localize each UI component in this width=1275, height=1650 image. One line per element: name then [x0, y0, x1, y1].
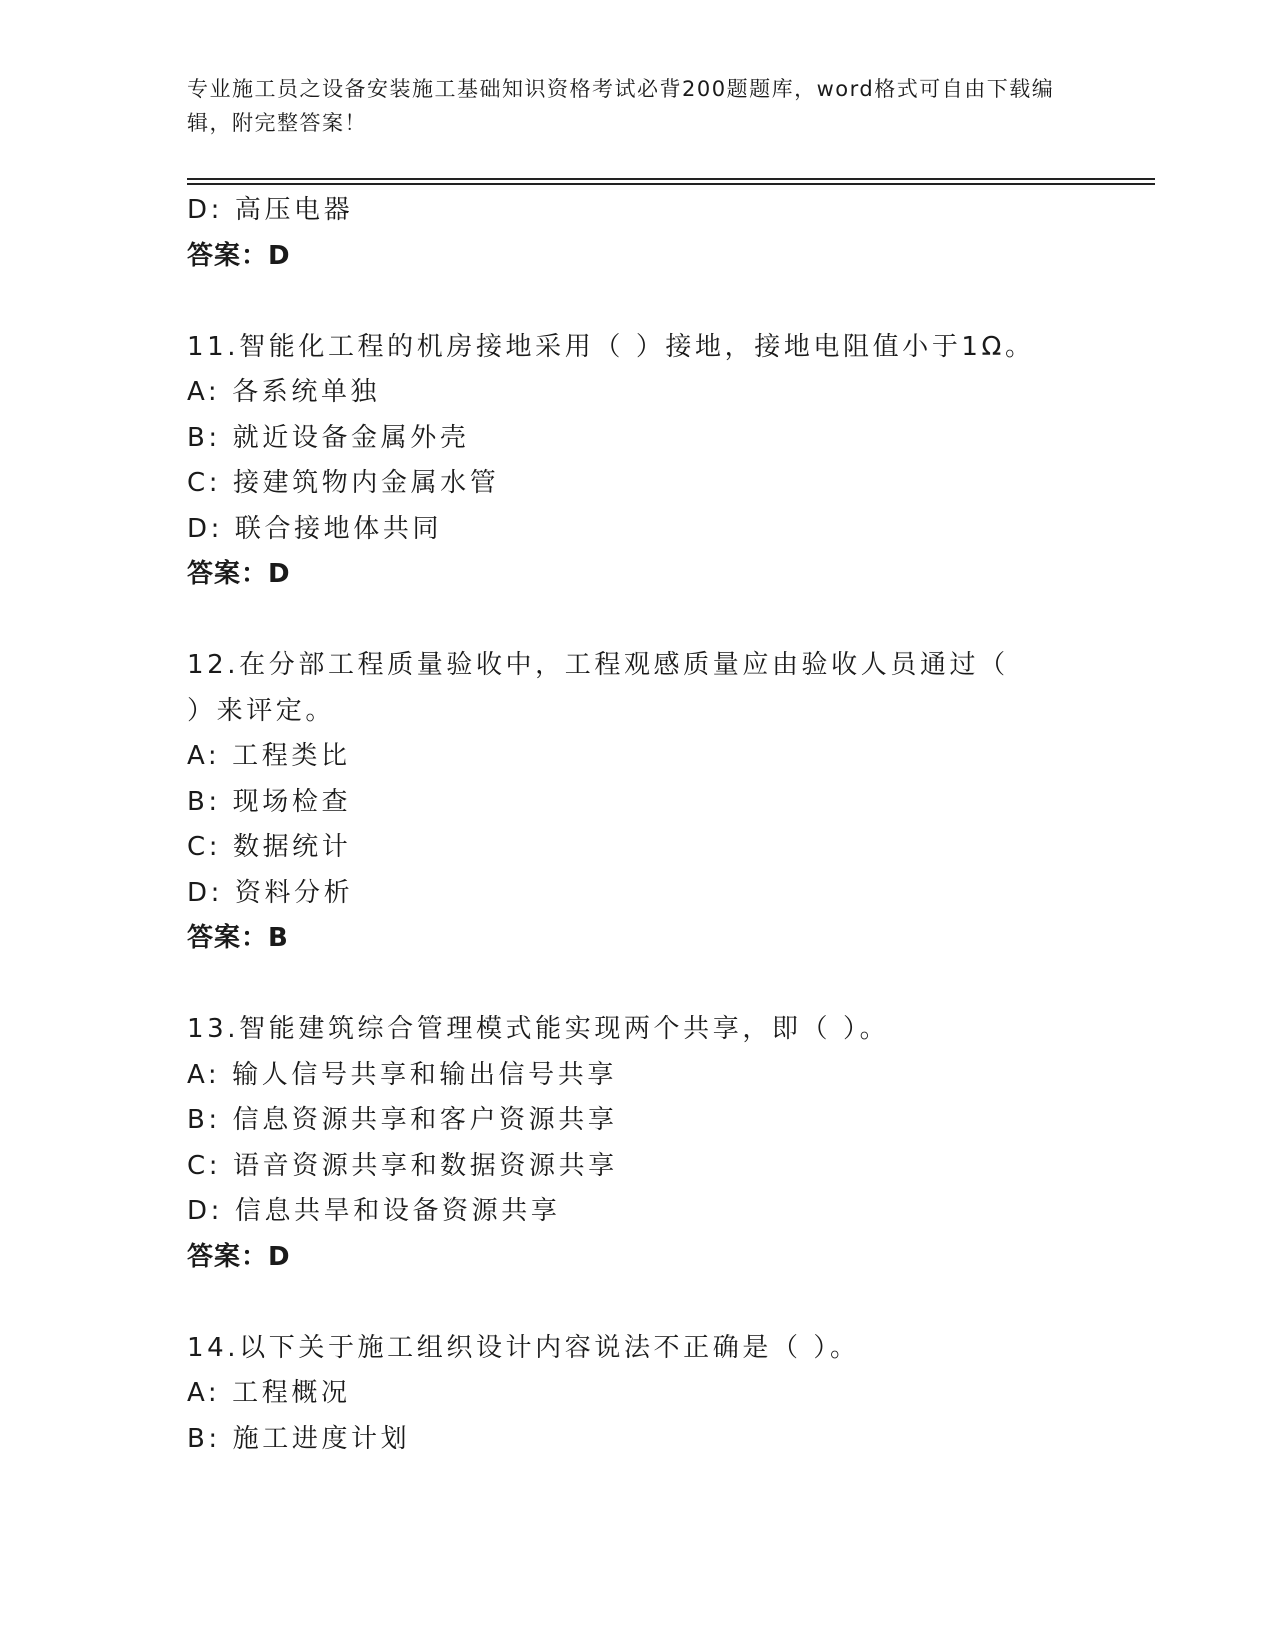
option-a: A: 输人信号共享和输出信号共享	[187, 1059, 617, 1090]
option-d: D: 资料分析	[187, 877, 354, 908]
spacer	[187, 962, 1087, 1008]
option-a: A: 工程类比	[187, 741, 351, 771]
question-13	[187, 1007, 1087, 1280]
question-text: 12.在分部工程质量验收中，工程观感质量应由验收人员通过（ ）来评定。	[187, 650, 1009, 726]
answer-line: 答案：D	[187, 240, 291, 271]
question-partial	[187, 188, 1087, 279]
option-c: C: 数据统计	[187, 832, 352, 862]
question-14	[187, 1326, 1087, 1463]
option-d: D: 高压电器	[187, 195, 354, 225]
question-text: 11.智能化工程的机房接地采用（ ）接地，接地电阻值小于1Ω。	[187, 331, 1035, 362]
option-b: B: 施工进度计划	[187, 1423, 411, 1454]
header-title: 专业施工员之设备安装施工基础知识资格考试必背200题题库，word格式可自由下载编辑，附完整答案！	[187, 77, 1055, 135]
header-rule-bottom	[187, 183, 1155, 185]
spacer	[187, 1280, 1087, 1326]
answer-line: 答案：B	[187, 923, 289, 953]
option-a: A: 各系统单独	[187, 377, 381, 407]
header-rule-top	[187, 178, 1155, 180]
spacer	[187, 598, 1087, 644]
option-b: B: 现场检查	[187, 786, 352, 817]
option-b: B: 信息资源共享和客户资源共享	[187, 1105, 618, 1135]
option-c: C: 接建筑物内金属水管	[187, 468, 500, 498]
answer-line: 答案：D	[187, 559, 291, 589]
spacer	[187, 279, 1087, 325]
option-b: B: 就近设备金属外壳	[187, 422, 470, 453]
question-12	[187, 643, 1087, 962]
question-11	[187, 325, 1087, 598]
question-list	[187, 188, 1087, 1462]
question-text: 14.以下关于施工组织设计内容说法不正确是（ ）。	[187, 1332, 860, 1363]
option-d: D: 信息共旱和设备资源共享	[187, 1196, 561, 1226]
answer-line: 答案：D	[187, 1241, 291, 1272]
document-header	[187, 72, 1087, 140]
option-c: C: 语音资源共享和数据资源共享	[187, 1150, 618, 1181]
option-d: D: 联合接地体共同	[187, 513, 443, 544]
option-a: A: 工程概况	[187, 1378, 351, 1408]
question-text: 13.智能建筑综合管理模式能实现两个共享，即（ ）。	[187, 1014, 890, 1044]
